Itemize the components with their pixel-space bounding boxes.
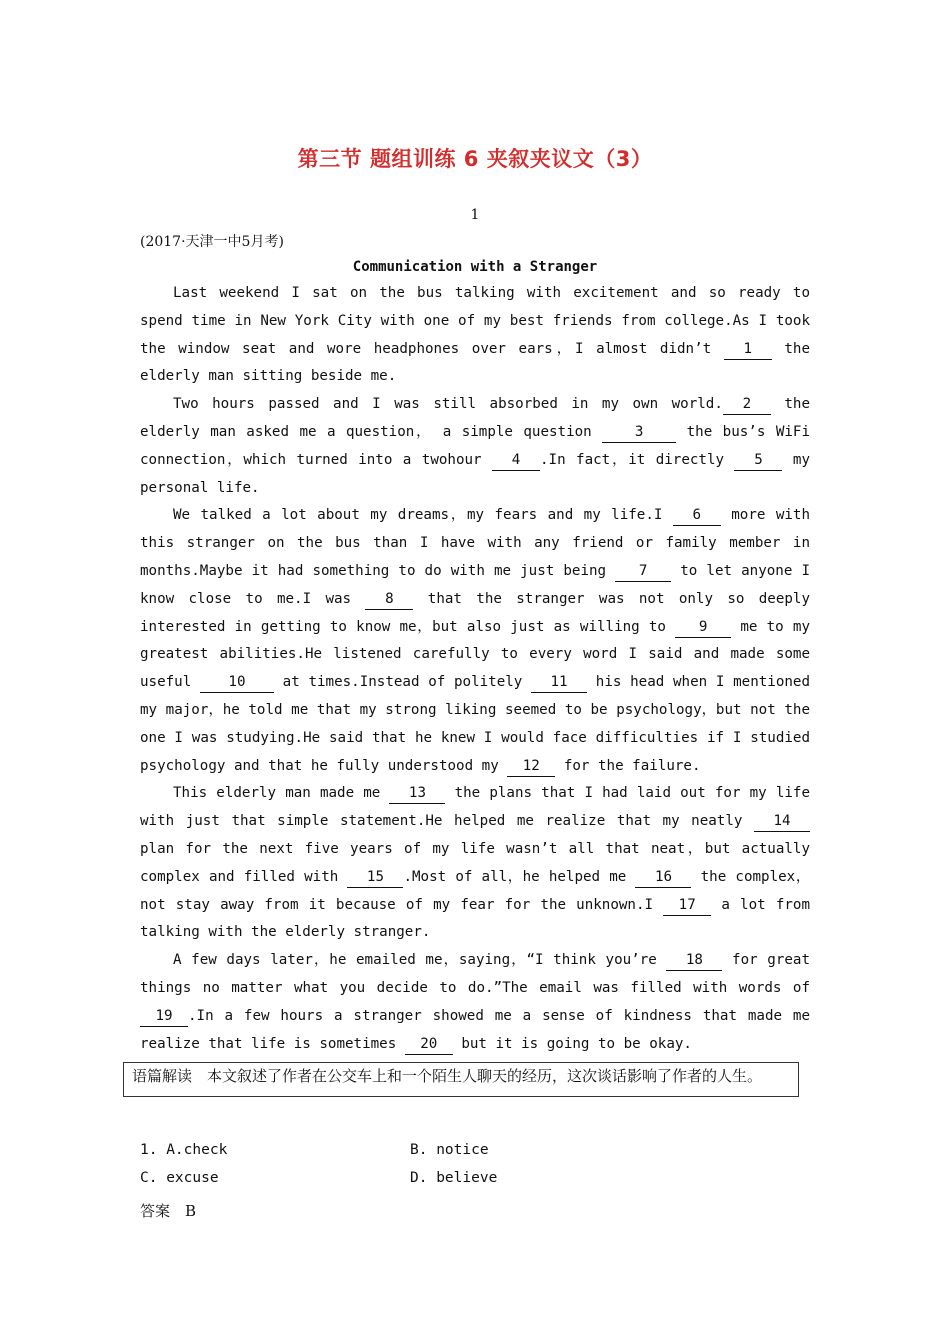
text-segment: for the failure. (555, 757, 701, 774)
text-segment: .In fact，it directly (540, 451, 735, 468)
text-segment: to let anyone I know close to me.I was (140, 562, 810, 607)
text-segment: This elderly man made me (173, 785, 390, 802)
text-segment: Two hours passed and I was still absorbed in my own world. (173, 396, 723, 413)
text-segment: a lot from talking with the elderly stranger. (140, 896, 810, 941)
text-segment: the elderly man sitting beside me. (140, 340, 810, 385)
blank-10: 10 (200, 672, 274, 693)
blank-4: 4 (492, 450, 540, 471)
blank-17: 17 (663, 895, 711, 916)
blank-2: 2 (723, 394, 771, 415)
options-row-1 (140, 1142, 840, 1170)
text-segment: at times.Instead of politely (273, 674, 532, 691)
options-block (140, 1142, 840, 1198)
source-label: (2017·天津一中5月考) (140, 234, 284, 250)
text-segment: more with this stranger on the bus than I have with any friend or family member in months.Maybe it had something to do with me just being (140, 507, 810, 579)
option-a: 1. A.check (140, 1142, 228, 1158)
blank-12: 12 (507, 756, 555, 777)
text-segment: but it is going to be okay. (452, 1035, 692, 1052)
passage-body (140, 280, 810, 1058)
blank-20: 20 (405, 1034, 453, 1055)
text-segment: the complex，not stay away from it because of my fear for the unknown.I (140, 868, 811, 913)
page-title: 第三节 题组训练 6 夹叙夹议文（3） (297, 147, 653, 171)
blank-6: 6 (673, 505, 721, 526)
summary-box: 语篇解读 本文叙述了作者在公交车上和一个陌生人聊天的经历，这次谈话影响了作者的人生。 (123, 1062, 799, 1097)
blank-14: 14 (754, 811, 810, 832)
text-segment: We talked a lot about my dreams，my fears and my life.I (173, 507, 673, 524)
blank-8: 8 (365, 589, 413, 610)
text-segment: the elderly man asked me a question， a simple question (140, 396, 810, 440)
blank-1: 1 (724, 339, 772, 360)
blank-5: 5 (734, 450, 782, 471)
options-row-2 (140, 1170, 840, 1198)
question-number: 1 (470, 207, 480, 223)
answer-label: 答案 B (140, 1202, 197, 1220)
blank-3: 3 (602, 422, 676, 443)
text-segment: .In a few hours a stranger showed me a sense of kindness that made me realize that life is sometimes (140, 1007, 810, 1052)
blank-18: 18 (666, 950, 722, 971)
paragraph (140, 280, 810, 391)
blank-19: 19 (140, 1006, 188, 1027)
text-segment: my personal life. (140, 451, 810, 496)
blank-16: 16 (635, 867, 691, 888)
paragraph (140, 947, 810, 1058)
text-segment: his head when I mentioned my major，he told me that my strong liking seemed to be psychology，but not the one I was studying.He said that he knew I would face difficulties if I studied psychology and that he fully understood my (140, 674, 810, 774)
blank-13: 13 (389, 783, 445, 804)
text-segment: plan for the next five years of my life wasn’t all that neat，but actually complex and filled with (140, 840, 810, 885)
option-d: D. believe (410, 1170, 498, 1186)
blank-9: 9 (675, 617, 731, 638)
blank-15: 15 (347, 867, 403, 888)
paragraph (140, 391, 810, 502)
text-segment: .Most of all，he helped me (403, 868, 636, 885)
text-segment: me to my greatest abilities.He listened carefully to every word I said and made some useful (140, 618, 811, 691)
blank-7: 7 (615, 561, 671, 582)
text-segment: for great things no matter what you decide to do.”The email was filled with words of (140, 952, 810, 996)
text-segment: the plans that I had laid out for my life with just that simple statement.He helped me realize that my neatly (140, 785, 811, 830)
text-segment: A few days later，he emailed me，saying，“I think you’re (173, 952, 667, 969)
text-segment: that the stranger was not only so deeply interested in getting to know me，but also just as willing to (140, 590, 810, 635)
paragraph (140, 780, 810, 947)
text-segment: the bus’s WiFi connection，which turned into a twohour (140, 423, 810, 468)
blank-11: 11 (531, 672, 587, 693)
passage-title: Communication with a Stranger (352, 259, 598, 275)
text-segment: Last weekend I sat on the bus talking with excitement and so ready to spend time in New York City with one of my best friends from college.As I took the window seat and wore headphones over ears，I almost didn’t (140, 285, 810, 357)
option-c: C. excuse (140, 1170, 219, 1186)
paragraph (140, 502, 810, 780)
option-b: B. notice (410, 1142, 489, 1158)
